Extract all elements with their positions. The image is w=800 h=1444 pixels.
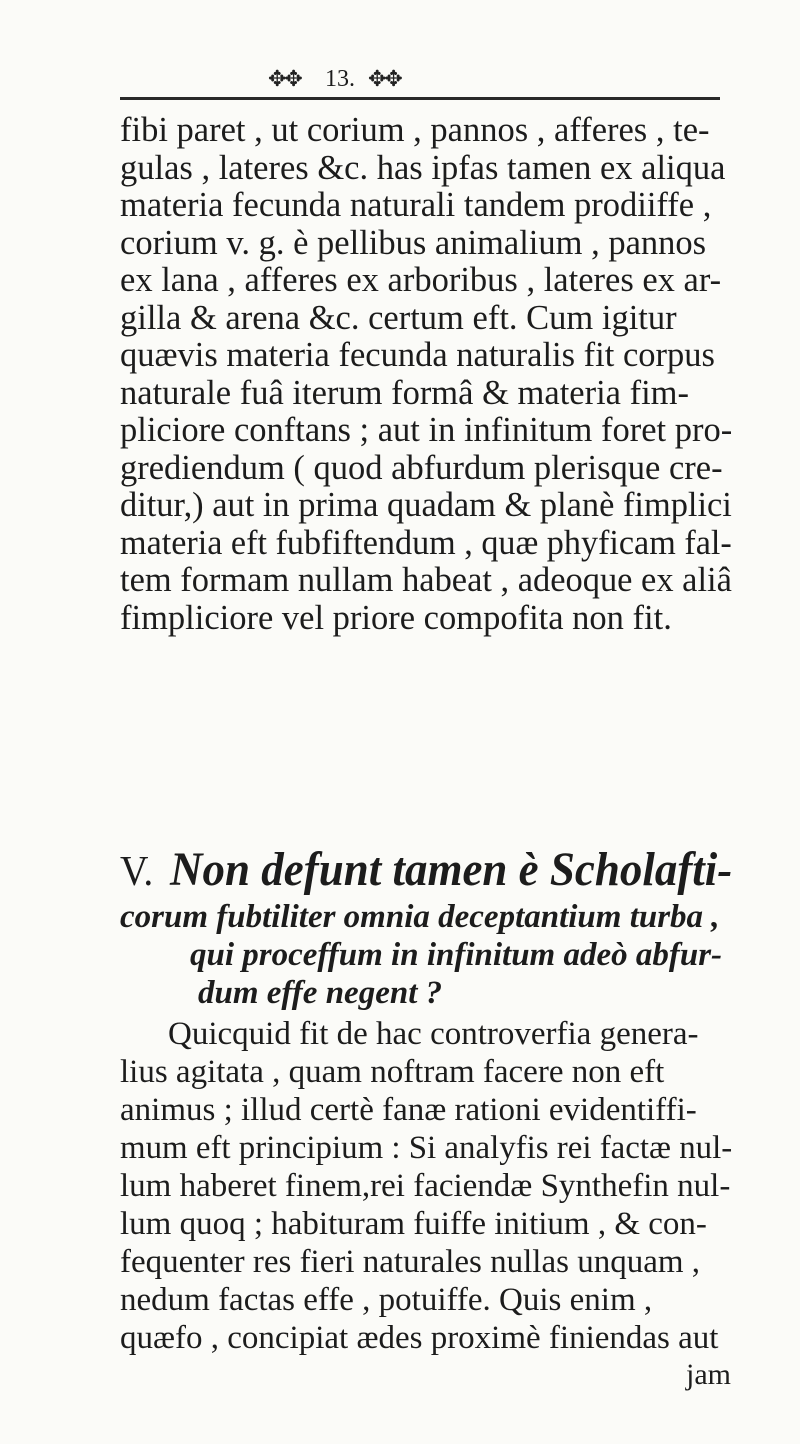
text-line: corium v. g. è pellibus animalium , pannos	[120, 223, 707, 262]
text-line: quæfo , concipiat ædes proximè finiendas aut	[120, 1320, 719, 1356]
ornament-left-icon: ✥✥	[268, 66, 301, 91]
text-line: lum quoq ; habituram fuiffe initium , & con-	[120, 1206, 707, 1242]
text-line: fimpliciore vel priore compofita non fit.	[120, 598, 672, 637]
section-title-line-3: qui proceffum in infinitum adeò abfur-	[190, 937, 723, 973]
text-line: lius agitata , quam noftram facere non eft	[120, 1054, 665, 1090]
text-line: fequenter res fieri naturales nullas unquam ,	[120, 1244, 701, 1280]
text-line: fibi paret , ut corium , pannos , afferes , te-	[120, 111, 710, 149]
running-header	[120, 64, 720, 104]
text-line: pliciore conftans ; aut in infinitum foret pro-	[120, 411, 733, 449]
text-line: ex lana , afferes ex arboribus , lateres ex ar-	[120, 261, 722, 299]
page-number: 13.	[325, 66, 355, 92]
text-line: gulas , lateres &c. has ipfas tamen ex aliqua	[120, 148, 726, 187]
section-title-line-2: corum fubtiliter omnia deceptantium turba ,	[120, 899, 720, 935]
body-text-block	[120, 112, 732, 637]
text-line: tem formam nullam habeat , adeoque ex aliâ	[120, 561, 732, 599]
section-title-line-1: Non defunt tamen è Scholafti-	[170, 843, 733, 896]
section-heading	[120, 844, 732, 1012]
section-title-line-4: dum effe negent ?	[198, 975, 443, 1011]
text-line: naturale fuâ iterum formâ & materia fim-	[120, 373, 689, 412]
text-line: nedum factas effe , potuiffe. Quis enim ,	[120, 1282, 653, 1318]
text-line: gilla & arena &c. certum eft. Cum igitur	[120, 298, 677, 337]
text-line: mum eft principium : Si analyfis rei factæ nul-	[120, 1130, 733, 1166]
text-line: lum haberet finem,rei faciendæ Synthefin nul-	[120, 1168, 731, 1204]
header-rule	[120, 97, 720, 100]
catchword: jam	[686, 1358, 731, 1391]
paragraph	[120, 1015, 732, 1357]
text-line: materia fecunda naturali tandem prodiiffe ,	[120, 186, 712, 224]
text-line: ditur,) aut in prima quadam & planè fimplici	[120, 486, 732, 524]
text-line: grediendum ( quod abfurdum plerisque cre-	[120, 448, 723, 487]
text-line: animus ; illud certè fanæ rationi evidentiffi-	[120, 1092, 697, 1128]
ornament-right-icon: ✥✥	[368, 66, 401, 91]
text-line: materia eft fubfiftendum , quæ phyficam fal-	[120, 523, 732, 562]
text-line: quævis materia fecunda naturalis fit corpus	[120, 336, 715, 374]
section-number: V.	[120, 849, 154, 895]
text-line: Quicquid fit de hac controverfia genera-	[168, 1016, 699, 1052]
